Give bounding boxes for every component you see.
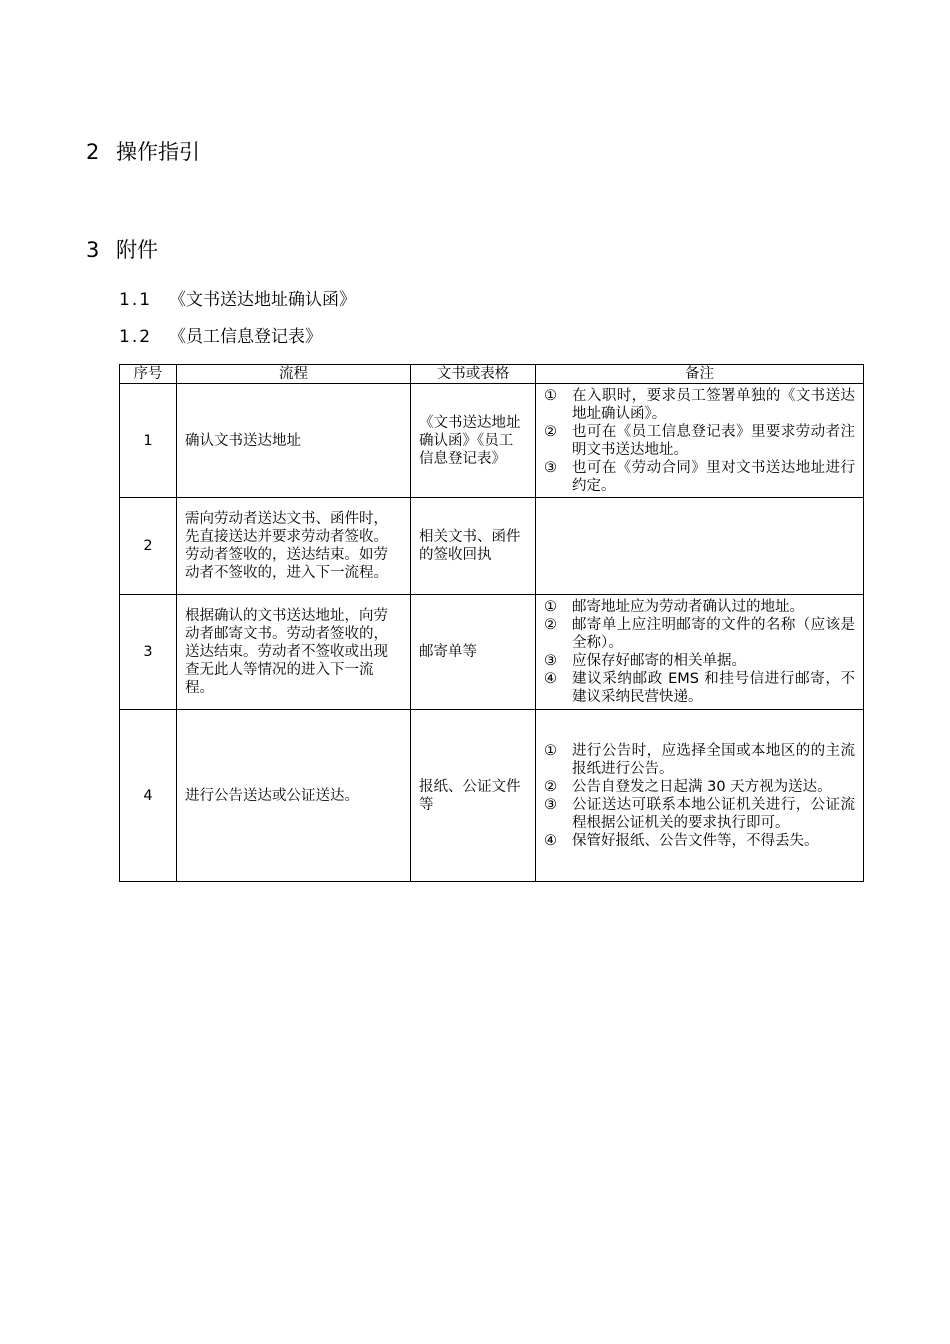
row-process: 根据确认的文书送达地址，向劳动者邮寄文书。劳动者签收的，送达结束。劳动者不签收或出现查无此人等情况的进入下一流程。: [177, 595, 411, 710]
table-row: [120, 595, 864, 710]
note-marker: ①: [544, 387, 557, 404]
note-text: 保管好报纸、公告文件等，不得丢失。: [572, 832, 819, 849]
notes-list: [544, 742, 855, 850]
row-notes: [536, 498, 864, 595]
note-marker: ④: [544, 671, 557, 687]
row-process: 进行公告送达或公证送达。: [177, 710, 411, 882]
attachment-item: [119, 289, 356, 311]
note-text: 在入职时，要求员工签署单独的《文书送达地址确认函》。: [572, 387, 855, 422]
delivery-process-table: [119, 364, 864, 882]
table-row: [120, 710, 864, 882]
header-process: 流程: [177, 365, 411, 384]
row-doc: 报纸、公证文件等: [411, 710, 536, 882]
section-number: 3: [86, 238, 100, 262]
attachment-number: 1.2: [119, 327, 153, 347]
note-item: [544, 778, 855, 796]
row-seq: 2: [120, 498, 177, 595]
note-marker: ②: [544, 617, 557, 633]
attachment-title: 《文书送达地址确认函》: [169, 290, 356, 310]
note-text: 建议采纳邮政 EMS 和挂号信进行邮寄，不建议采纳民营快递。: [572, 671, 855, 705]
note-item: [544, 652, 855, 670]
notes-list: [544, 387, 855, 495]
note-item: [544, 598, 855, 616]
row-notes: [536, 384, 864, 498]
row-notes: [536, 710, 864, 882]
note-text: 公告自登发之日起满 30 天方视为送达。: [572, 778, 832, 795]
section-heading-attachments: [86, 237, 158, 263]
section-title: 附件: [116, 238, 158, 262]
note-text: 邮寄地址应为劳动者确认过的地址。: [572, 599, 804, 615]
note-marker: ②: [544, 778, 557, 795]
note-marker: ③: [544, 653, 557, 669]
note-text: 进行公告时，应选择全国或本地区的的主流报纸进行公告。: [572, 742, 855, 777]
notes-list: [544, 598, 855, 706]
row-doc: 《文书送达地址确认函》《员工信息登记表》: [411, 384, 536, 498]
header-seq: 序号: [120, 365, 177, 384]
row-notes: [536, 595, 864, 710]
note-marker: ③: [544, 796, 557, 813]
section-heading-guide: [86, 139, 200, 165]
note-item: [544, 832, 855, 850]
header-doc: 文书或表格: [411, 365, 536, 384]
note-item: [544, 459, 855, 495]
note-item: [544, 670, 855, 706]
row-process: 确认文书送达地址: [177, 384, 411, 498]
section-title: 操作指引: [116, 140, 200, 164]
attachment-title: 《员工信息登记表》: [169, 327, 322, 347]
attachment-item: [119, 326, 322, 348]
row-process: 需向劳动者送达文书、函件时，先直接送达并要求劳动者签收。劳动者签收的，送达结束。如劳动者不签收的，进入下一流程。: [177, 498, 411, 595]
row-seq: 1: [120, 384, 177, 498]
row-doc: 相关文书、函件的签收回执: [411, 498, 536, 595]
table-header-row: [120, 365, 864, 384]
note-text: 公证送达可联系本地公证机关进行，公证流程根据公证机关的要求执行即可。: [572, 796, 855, 831]
note-text: 应保存好邮寄的相关单据。: [572, 653, 746, 669]
table-row: [120, 498, 864, 595]
note-marker: ①: [544, 599, 557, 615]
note-marker: ①: [544, 742, 557, 759]
section-number: 2: [86, 140, 100, 164]
note-marker: ②: [544, 423, 557, 440]
note-marker: ③: [544, 459, 557, 476]
note-marker: ④: [544, 832, 557, 849]
note-item: [544, 796, 855, 832]
note-item: [544, 387, 855, 423]
header-notes: 备注: [536, 365, 864, 384]
note-text: 也可在《员工信息登记表》里要求劳动者注明文书送达地址。: [572, 423, 855, 458]
note-item: [544, 742, 855, 778]
row-doc: 邮寄单等: [411, 595, 536, 710]
note-text: 也可在《劳动合同》里对文书送达地址进行约定。: [572, 459, 855, 494]
attachment-number: 1.1: [119, 290, 153, 310]
note-text: 邮寄单上应注明邮寄的文件的名称（应该是全称）。: [572, 617, 855, 651]
row-seq: 4: [120, 710, 177, 882]
note-item: [544, 423, 855, 459]
table-row: [120, 384, 864, 498]
note-item: [544, 616, 855, 652]
row-seq: 3: [120, 595, 177, 710]
